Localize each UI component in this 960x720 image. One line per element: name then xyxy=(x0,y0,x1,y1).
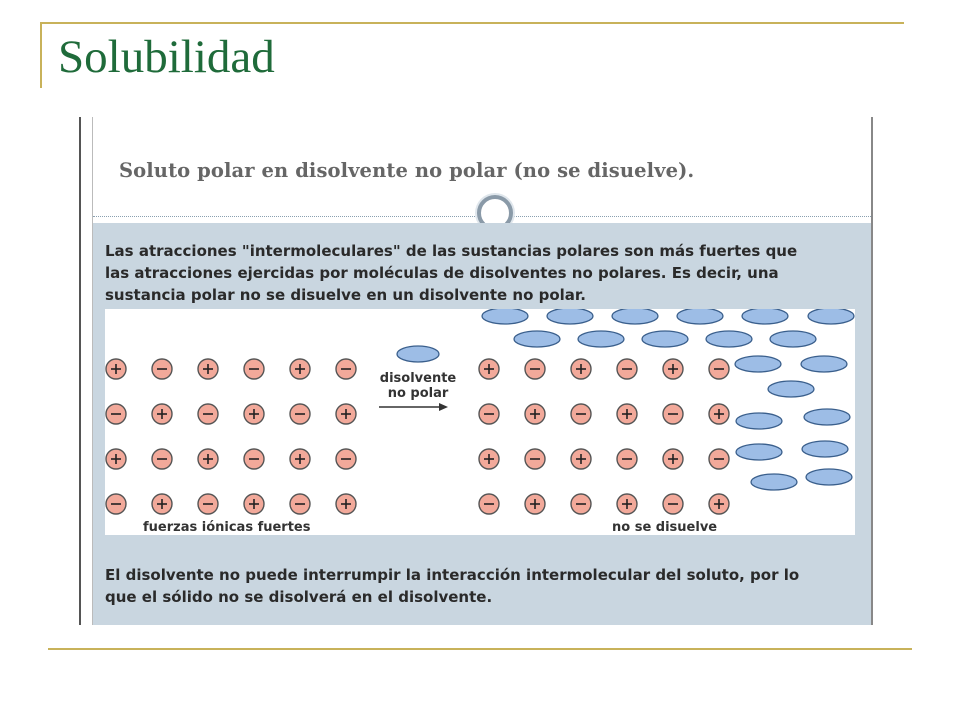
solvent-molecule xyxy=(806,469,852,485)
cation-icon xyxy=(663,359,683,379)
solvent-molecule xyxy=(642,331,688,347)
cation-icon xyxy=(525,494,545,514)
anion-icon xyxy=(617,359,637,379)
intro-line: sustancia polar no se disuelve en un disolvente no polar. xyxy=(105,286,586,304)
top-rule xyxy=(40,22,904,24)
cation-icon xyxy=(244,404,264,424)
intro-line: Las atracciones "intermoleculares" de las sustancias polares son más fuertes que xyxy=(105,242,798,260)
anion-icon xyxy=(709,449,729,469)
solvent-molecule xyxy=(801,356,847,372)
anion-icon xyxy=(525,449,545,469)
anion-icon xyxy=(152,449,172,469)
cation-icon xyxy=(709,404,729,424)
cation-icon xyxy=(290,359,310,379)
solvent-molecule xyxy=(482,309,528,324)
anion-icon xyxy=(571,404,591,424)
solvent-molecule xyxy=(547,309,593,324)
left-accent-rule xyxy=(40,22,42,88)
conclusion-paragraph xyxy=(105,564,799,608)
anion-icon xyxy=(663,404,683,424)
solvent-molecule xyxy=(802,441,848,457)
cation-icon xyxy=(198,359,218,379)
anion-icon xyxy=(198,494,218,514)
cation-icon xyxy=(479,359,499,379)
solubility-figure xyxy=(79,117,875,625)
anion-icon xyxy=(709,359,729,379)
solvent-molecule xyxy=(770,331,816,347)
anion-icon xyxy=(525,359,545,379)
cation-icon xyxy=(198,449,218,469)
cation-icon xyxy=(290,449,310,469)
solvent-molecule xyxy=(804,409,850,425)
figure-left-border xyxy=(79,117,81,625)
anion-icon xyxy=(336,449,356,469)
cation-icon xyxy=(525,404,545,424)
arrow-solvent-molecule xyxy=(397,346,439,362)
anion-icon xyxy=(244,359,264,379)
right-caption: no se disuelve xyxy=(612,520,718,535)
left-caption: fuerzas iónicas fuertes xyxy=(143,520,311,535)
anion-icon xyxy=(290,494,310,514)
intro-paragraph xyxy=(105,240,797,306)
anion-icon xyxy=(152,359,172,379)
figure-heading: Soluto polar en disolvente no polar (no se disuelve). xyxy=(119,159,695,182)
solvent-molecule xyxy=(768,381,814,397)
anion-icon xyxy=(336,359,356,379)
cation-icon xyxy=(152,404,172,424)
cation-icon xyxy=(709,494,729,514)
solvent-molecule xyxy=(808,309,854,324)
anion-icon xyxy=(244,449,264,469)
solvent-molecule xyxy=(514,331,560,347)
anion-icon xyxy=(571,494,591,514)
figure-header xyxy=(93,117,871,217)
solvent-molecule xyxy=(751,474,797,490)
diagram-canvas xyxy=(105,309,855,535)
anion-icon xyxy=(479,494,499,514)
left-ion-lattice xyxy=(106,359,356,514)
solvent-molecule xyxy=(612,309,658,324)
cation-icon xyxy=(571,449,591,469)
anion-icon xyxy=(617,449,637,469)
anion-icon xyxy=(198,404,218,424)
solvent-molecule xyxy=(706,331,752,347)
figure-right-border xyxy=(871,117,873,625)
anion-icon xyxy=(106,404,126,424)
anion-icon xyxy=(663,494,683,514)
solvent-molecule xyxy=(578,331,624,347)
anion-icon xyxy=(106,494,126,514)
arrow-label-line2: no polar xyxy=(387,386,449,401)
solvent-molecule xyxy=(735,356,781,372)
solvent-molecule xyxy=(677,309,723,324)
cation-icon xyxy=(106,449,126,469)
cation-icon xyxy=(663,449,683,469)
solvent-molecule xyxy=(736,413,782,429)
arrow-icon xyxy=(379,403,448,411)
slide-title: Solubilidad xyxy=(58,31,275,83)
solvent-molecule xyxy=(742,309,788,324)
right-ion-lattice xyxy=(479,359,729,514)
anion-icon xyxy=(479,404,499,424)
intro-line: las atracciones ejercidas por moléculas de disolventes no polares. Es decir, una xyxy=(105,264,779,282)
cation-icon xyxy=(336,404,356,424)
conclusion-line: El disolvente no puede interrumpir la interacción intermolecular del soluto, por lo xyxy=(105,566,800,584)
bottom-rule xyxy=(48,648,912,650)
cation-icon xyxy=(617,494,637,514)
conclusion-line: que el sólido no se disolverá en el disolvente. xyxy=(105,588,493,606)
anion-icon xyxy=(290,404,310,424)
figure-body xyxy=(93,223,871,625)
cation-icon xyxy=(479,449,499,469)
cation-icon xyxy=(336,494,356,514)
cation-icon xyxy=(244,494,264,514)
dissolution-diagram xyxy=(105,309,855,535)
solvent-molecule xyxy=(736,444,782,460)
cation-icon xyxy=(571,359,591,379)
cation-icon xyxy=(617,404,637,424)
cation-icon xyxy=(152,494,172,514)
arrow-label-line1: disolvente xyxy=(379,371,457,386)
cation-icon xyxy=(106,359,126,379)
